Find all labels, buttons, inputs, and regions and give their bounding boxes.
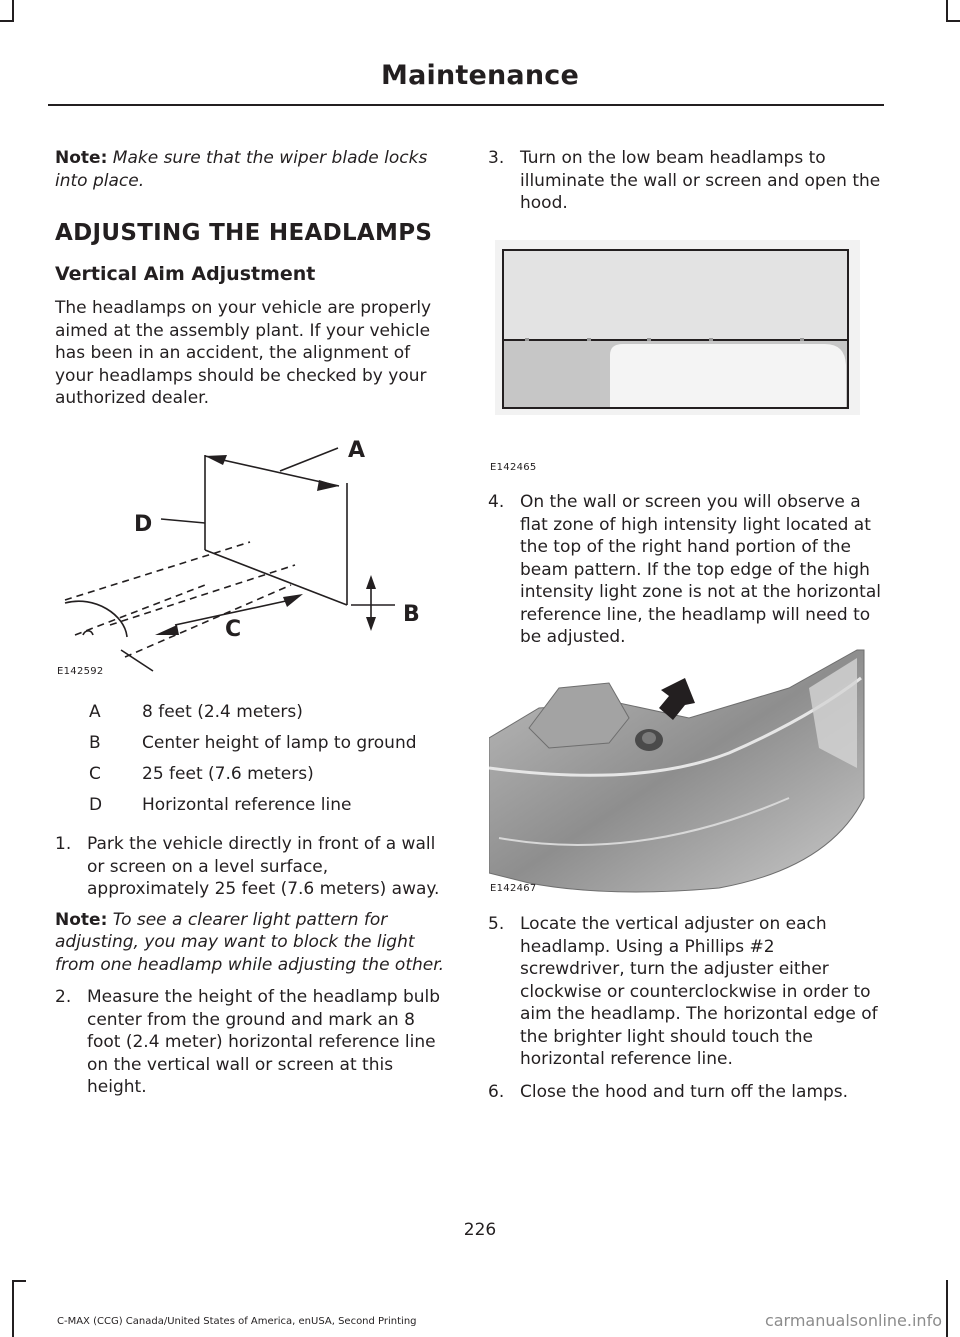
legend-text: Horizontal reference line (142, 795, 352, 815)
legend-text: 25 feet (7.6 meters) (142, 764, 314, 784)
intro-paragraph: The headlamps on your vehicle are properly aimed at the assembly plant. If your vehicle has been in an accident, the alignment of your headlamps should be checked by your authorized dealer. (55, 298, 432, 408)
crop-mark (946, 0, 948, 22)
page-title: Maintenance (381, 60, 579, 91)
note-text: Make sure that the wiper blade locks into place. (55, 148, 428, 191)
crop-mark (12, 1280, 26, 1282)
step-text: Close the hood and turn off the lamps. (520, 1081, 849, 1102)
crop-mark (12, 0, 14, 22)
crop-mark (0, 20, 14, 22)
legend-text: Center height of lamp to ground (142, 733, 417, 753)
right-step-3 (488, 147, 883, 215)
callout-b: B (403, 602, 420, 627)
right-steps-5-6 (488, 913, 883, 1103)
step-text: On the wall or screen you will observe a flat zone of high intensity light located at the top of the right hand portion of the beam pattern. If the top edge of the high intensity light zone is not at the horizontal reference line, the headlamp will need to be adjusted. (520, 492, 881, 647)
step-number: 5. (488, 914, 505, 934)
header-divider (48, 104, 884, 106)
note-wiper (55, 147, 450, 192)
headlamp-adjuster-figure (489, 648, 865, 898)
left-column (55, 147, 450, 410)
step-4 (488, 491, 883, 649)
section-heading: ADJUSTING THE HEADLAMPS (55, 220, 433, 246)
callout-c: C (225, 617, 242, 642)
watermark: carmanualsonline.info (764, 1311, 942, 1330)
note-label: Note: (55, 148, 108, 168)
step-text: Park the vehicle directly in front of a wall or screen on a level surface, approximately 25 feet (7.6 meters) away. (87, 834, 440, 899)
crop-mark (946, 1280, 948, 1337)
legend-text: 8 feet (2.4 meters) (142, 702, 303, 722)
note-block-light (55, 909, 450, 977)
beam-pattern-figure (495, 240, 860, 415)
callout-a: A (348, 438, 366, 463)
step-number: 4. (488, 492, 505, 512)
step-number: 2. (55, 987, 72, 1007)
step-6 (488, 1081, 883, 1104)
step-text: Measure the height of the headlamp bulb center from the ground and mark an 8 foot (2.4 meter) horizontal reference line on the vertical wall or screen at this height. (87, 987, 441, 1097)
publication-footer: C-MAX (CCG) Canada/United States of America, enUSA, Second Printing (57, 1316, 417, 1327)
step-1 (55, 833, 450, 901)
step-2 (55, 986, 450, 1099)
step-5 (488, 913, 883, 1071)
legend-letter: A (89, 702, 101, 722)
headlamp-aim-diagram (55, 425, 450, 675)
right-step-4 (488, 491, 883, 649)
step-text: Locate the vertical adjuster on each headlamp. Using a Phillips #2 screwdriver, turn the adjuster either clockwise or counterclockwise in order to aim the headlamp. The horizontal edge of the brighter light should touch the horizontal reference line. (520, 914, 878, 1069)
legend-letter: B (89, 733, 101, 753)
note-label: Note: (55, 909, 108, 930)
page-number: 226 (463, 1220, 497, 1240)
left-steps (55, 833, 450, 1099)
subheading: Vertical Aim Adjustment (55, 262, 316, 285)
step-number: 1. (55, 834, 72, 854)
step-number: 3. (488, 148, 505, 168)
step-3 (488, 147, 883, 215)
callout-d: D (134, 512, 153, 537)
crop-mark (12, 1280, 14, 1337)
step-text: Turn on the low beam headlamps to illuminate the wall or screen and open the hood. (520, 148, 881, 213)
note-text: To see a clearer light pattern for adjusting, you may want to block the light from one headlamp while adjusting the other. (55, 909, 445, 975)
figure-code: E142465 (490, 462, 537, 473)
legend-letter: D (89, 795, 103, 815)
figure-code: E142467 (490, 883, 537, 894)
figure-code: E142592 (57, 666, 104, 677)
step-number: 6. (488, 1081, 505, 1102)
crop-mark (946, 20, 960, 22)
legend-letter: C (89, 764, 101, 784)
